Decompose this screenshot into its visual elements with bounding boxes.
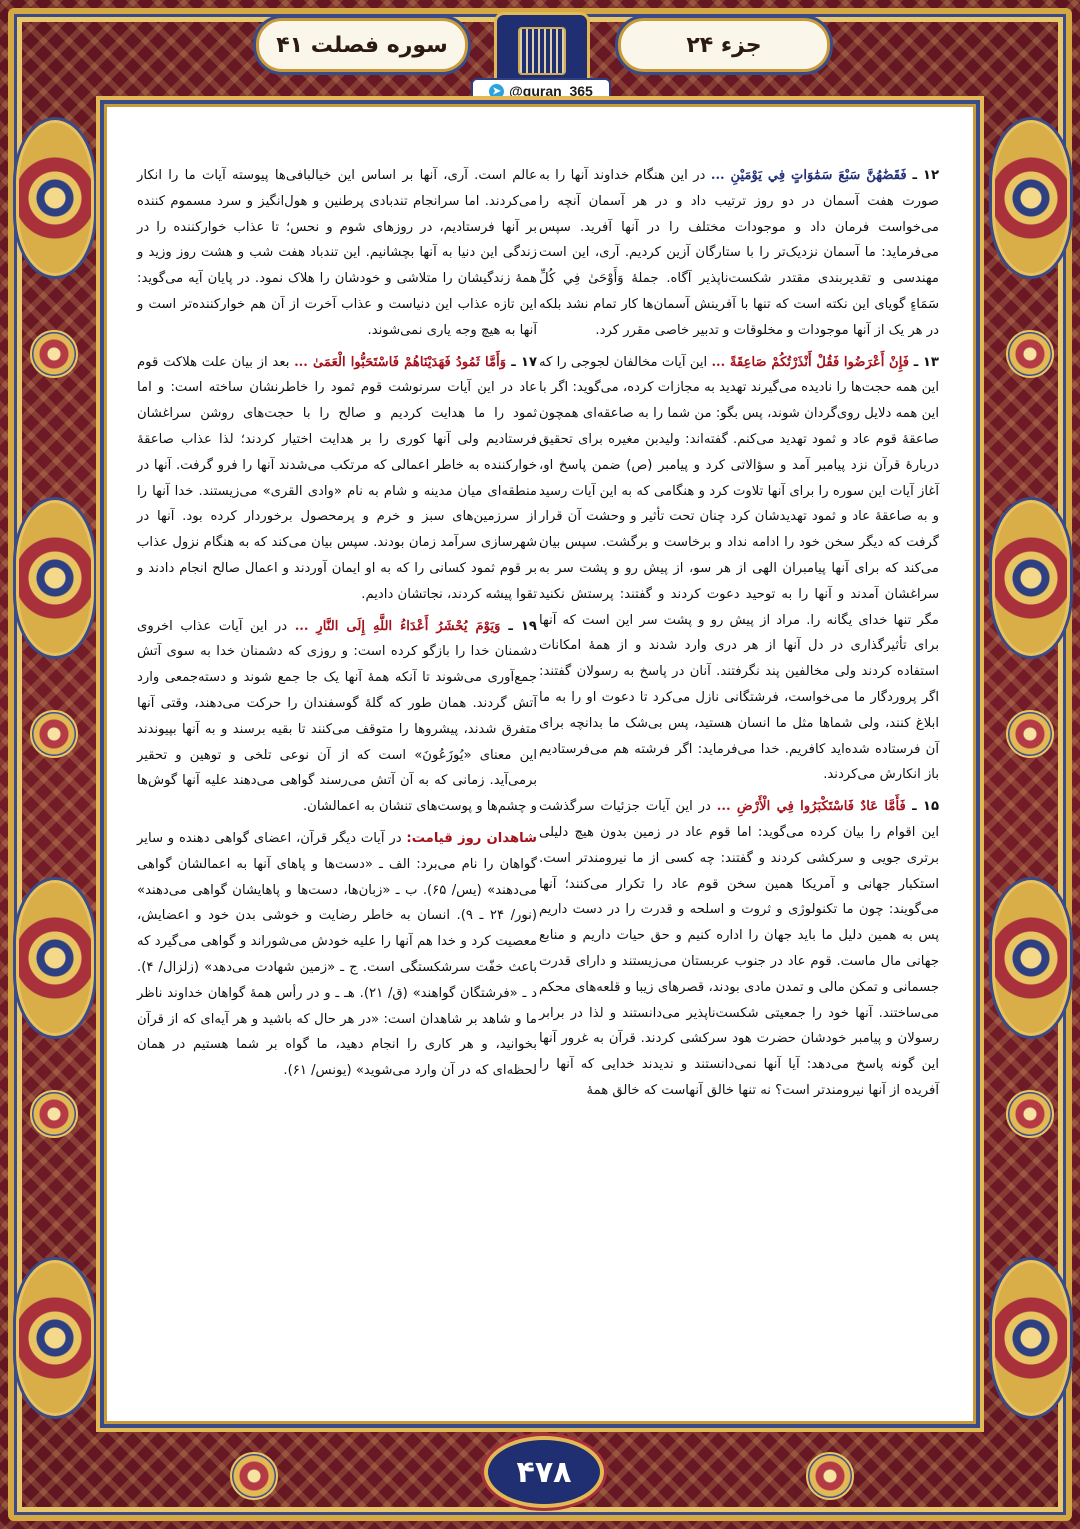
right-rosette-1 bbox=[1006, 330, 1054, 378]
verse-quote: فَإِنْ أَعْرَضُوا فَقُلْ أَنْذَرْتُكُمْ صَاعِقَةً ... bbox=[711, 354, 910, 370]
verse-quote: فَقَضَٰهُنَّ سَبْعَ سَمَٰوَاتٍ فِي يَوْمَيْنِ ... bbox=[710, 168, 907, 183]
right-column bbox=[539, 163, 939, 1110]
commentary-paragraph bbox=[137, 163, 537, 344]
verse-number: ۱۲ ـ bbox=[906, 168, 939, 183]
right-medallion-lower bbox=[992, 880, 1070, 1036]
commentary-text: در این آیات عذاب اخروی دشمنان خدا را بازگو کرده است: و روزی که دشمنان خدا به سوی آتش جمع‌آوری می‌شوند تا آنکه همهٔ آنها یک جا جمع شوند و دسته‌جمعی وارد آتش گردند. همان طور که گلهٔ گوسفندان را حرکت می‌دهند، وقتی آنها متفرق شدند، پیشروها را متوقف می‌کنند تا بقیه برسند و به آنها بپیوندند این معنای «يُوزَعُونَ» است که از آن نوعی تلخی و توهین و تحقیر برمی‌آید. زمانی که به آن آتش می‌رسند گواهی می‌دهند علیه آنها گوش‌ها و چشم‌ها و پوست‌های تنشان به اعمالشان. bbox=[137, 618, 537, 815]
left-medallion-bottom bbox=[16, 1260, 94, 1416]
verse-number: ۱۳ ـ bbox=[909, 354, 939, 370]
surah-label-plate bbox=[256, 18, 468, 72]
right-medallion-bottom bbox=[992, 1260, 1070, 1416]
left-rosette-2 bbox=[30, 710, 78, 758]
commentary-paragraph bbox=[137, 614, 537, 820]
surah-label: سوره فصلت ۴۱ bbox=[276, 32, 448, 58]
telegram-icon: ➤ bbox=[489, 84, 504, 99]
commentary-text: در این آیات جزئیات سرگذشت این اقوام را بیان کرده می‌گوید: اما قوم عاد در زمین بدون هیچ دلیلی برتری جویی و سرکشی کردند و گفتند: چه کسی از ما نیرومندتر است. استکبار جهانی و آمریکا همین سخن قوم عاد را تکرار می‌کنند؛ آنها می‌گویند: چون ما تکنولوژی و ثروت و اسلحه و قدرت را در دست داریم پس به همین دلیل ما باید جهان را اداره کنیم و حق حیات داریم و منابع جهانی مال ماست. قوم عاد در جنوب عربستان می‌زیستند و دارای قدرت جسمانی و تمکن مالی و تمدن مادی بودند، قصرهای زیبا و قلعه‌های محکم می‌ساختند. آنها خود را جمعیتی شکست‌ناپذیر می‌دانستند و لذا در برابر رسولان و پیامبر خودشان حضرت هود سرکشی کردند. قرآن به غرور آنها این گونه پاسخ می‌دهد: آیا آنها نمی‌دانستند و ندیدند خدایی که آنها را آفریده از آنها نیرومندتر است؟ نه تنها خالق آنهاست که خالق همهٔ bbox=[539, 799, 939, 1098]
commentary-paragraph bbox=[539, 350, 939, 789]
commentary-text: در این هنگام خداوند آنها را به صورت هفت آسمان در دو روز ترتیب داد و در هر آسمان آنچه را می‌خواست فرمان داد و موجودات مختلف را در آنها آفرید. سپس می‌فرماید: ما آسمان نزدیک‌تر را با ستارگان آزین کردیم. آری، این است مهندسی و تقدیربندی مقتدر شکست‌ناپذیر آگاه. جملهٔ وَأَوْحَىٰ فِي كُلِّ سَمَاءٍ گویای این نکته است که تنها با آفرینش آسمان‌ها کار تمام نشد بلکه در هر یک از آنها موجودات و مخلوقات و تدبیر خاصی مقرر کرد. bbox=[539, 168, 939, 338]
commentary-text: بعد از بیان علت هلاکت قوم عاد در این آیات سرنوشت قوم ثمود را خاطرنشان ساخته است: و اما ثمود را ما هدایت کردیم و صالح را با حجت‌های روشن سراغشان فرستادیم ولی آنها کوری را بر هدایت اختیار کردند؛ لذا عذاب صاعقهٔ خوارکننده به خاطر اعمالی که مرتکب می‌شدند آنها را فرو گرفت. آنها در منطقه‌ای میان مدینه و شام به نام «وادی القری» می‌زیستند. خدا آنها را از سرزمین‌های سبز و خرم و پرمحصول برخوردار کرده بود. آنها در شهرسازی سرآمد زمان بودند. سپس بیان می‌کند که به هنگام نزول عذاب بر قوم ثمود کسانی را که به او ایمان آوردند و اعمال صالح انجام دادند و تقوا پیشه کردند، نجاتشان دادیم. bbox=[137, 354, 537, 602]
commentary-paragraph bbox=[539, 794, 939, 1104]
bottom-rosette-left bbox=[230, 1452, 278, 1500]
left-column bbox=[137, 163, 537, 1090]
right-rosette-3 bbox=[1006, 1090, 1054, 1138]
telegram-handle: @quran_365 bbox=[509, 83, 593, 99]
left-rosette-3 bbox=[30, 1090, 78, 1138]
right-medallion-top bbox=[992, 120, 1070, 276]
verse-quote: وَأَمَّا ثَمُودُ فَهَدَيْنَاهُمْ فَاسْتَحَبُّوا الْعَمَىٰ ... bbox=[294, 354, 507, 370]
verse-quote: وَيَوْمَ يُحْشَرُ أَعْدَاءُ اللَّهِ إِلَى النَّارِ ... bbox=[294, 618, 501, 634]
verse-number: ۱۹ ـ bbox=[500, 618, 537, 634]
text-panel bbox=[104, 104, 976, 1424]
page-number-badge bbox=[484, 1436, 604, 1508]
commentary-text: این آیات مخالفان لجوجی را که این همه حجت‌ها را نادیده می‌گیرند تهدید به مجازات کرده، می‌گوید: اگر با این همه دلایل روی‌گردان شوند، پس بگو: من شما را به صاعقه‌ای همچون صاعقهٔ قوم عاد و ثمود تهدید می‌کنم. گفته‌اند: ولیدبن مغیره برای تحقیق دربارهٔ قرآن نزد پیامبر آمد و سؤالاتی کرد و پیامبر (ص) ضمن پاسخ او، آغاز آیات این سوره را برای آنها تلاوت کرد و هنگامی که به این آیات رسید و به صاعقهٔ عاد و ثمود تهدیدشان کرد چنان تحت تأثیر و وحشت آن قرار گرفت که دیگر سخن خود را ادامه نداد و برخاست و برگشت. سپس بیان می‌کند که برای آنها پیامبران الهی از هر سو، از پیش رو و پشت سر به سراغشان آمدند و آنها را به توحید دعوت کردند و گفتند: پرستش نکنید مگر تنها خدای یگانه را. مراد از پیش رو و پشت سر این است که آنها برای تأثیرگذاری در دل آنها از هر دری وارد شدند و از همهٔ امکانات استفاده کردند ولی مخالفین پند نگرفتند. آنان در پاسخ به رسولان گفتند: اگر پروردگار ما می‌خواست، فرشتگانی نازل می‌کرد تا دعوت او را به ما ابلاغ کنند، ولی شماها مثل ما انسان هستید، پس بی‌شک ما بدانچه برای آن فرستاده شده‌اید کافریم. خدا می‌فرماید: اگر فرشته هم می‌فرستادیم باز انکارش می‌کردند. bbox=[539, 354, 939, 783]
commentary-paragraph bbox=[137, 826, 537, 1084]
left-medallion-middle bbox=[16, 500, 94, 656]
verse-number: ۱۵ ـ bbox=[905, 799, 939, 815]
right-medallion-middle bbox=[992, 500, 1070, 656]
bottom-rosette-right bbox=[806, 1452, 854, 1500]
telegram-handle-tag bbox=[471, 78, 611, 104]
calligraphy-logo-icon bbox=[518, 27, 566, 75]
commentary-paragraph bbox=[539, 163, 939, 344]
verse-quote: فَأَمَّا عَادٌ فَاسْتَكْبَرُوا فِي الْأَرْضِ ... bbox=[716, 799, 906, 815]
left-medallion-top bbox=[16, 120, 94, 276]
left-rosette-1 bbox=[30, 330, 78, 378]
verse-number: ۱۷ ـ bbox=[506, 354, 537, 370]
juz-label: جزء ۲۴ bbox=[686, 32, 762, 58]
right-rosette-2 bbox=[1006, 710, 1054, 758]
commentary-paragraph bbox=[137, 350, 537, 608]
left-medallion-lower bbox=[16, 880, 94, 1036]
juz-label-plate bbox=[618, 18, 830, 72]
page-number: ۴۷۸ bbox=[516, 1454, 572, 1490]
commentary-text: در آیات دیگر قرآن، اعضای گواهی دهنده و سایر گواهان را نام می‌برد: الف ـ «دست‌ها و پاهای آنها به اعمالشان گواهی می‌دهند» (یس/ ۶۵). ب ـ «زبان‌ها، دست‌ها و پاهایشان گواهی می‌دهند» (نور/ ۲۴ ـ ۹). انسان به خاطر رضایت و خوشی بدن خود و اعضایش، معصیت کرد و خدا هم آنها را علیه خودش می‌شوراند و گواهی می‌گیرد که باعث خفّت سرشکستگی است. ج ـ «زمین شهادت می‌دهد» (زلزال/ ۴). د ـ «فرشتگان گواهند» (ق/ ۲۱). هـ ـ و در رأس همهٔ گواهان خداوند ناظر ما و شاهد بر شاهدان است: «در هر حال که باشید و هر آیه‌ای که از قرآن بخوانید، و هر کاری را انجام دهید، ما گواه بر شما هستیم در همان لحظه‌ای که در آن وارد می‌شوید» (یونس/ ۶۱). bbox=[137, 830, 538, 1079]
commentary-text: عالم است. آری، آنها بر اساس این خیالبافی‌ها پیوسته آیات ما را انکار می‌کردند. اما سرانجام تندبادی پرطنین و هول‌انگیز و سرد مسموم کننده بر آنها فرستادیم، در روزهای شوم و نحس؛ تا عذاب خوارکننده را در زندگی این دنیا به آنها بچشانیم. این تندباد هفت شب و هشت روز وزید و همهٔ زندگیشان را متلاشی و خودشان را هلاک نمود. در پایان آیه می‌گوید: این تازه عذاب این دنیاست و عذاب آخرت از آن هم خوارکننده‌تر است و آنها به هیچ وجه یاری نمی‌شوند. bbox=[137, 168, 537, 338]
section-heading: شاهدان روز قیامت: bbox=[406, 830, 538, 846]
